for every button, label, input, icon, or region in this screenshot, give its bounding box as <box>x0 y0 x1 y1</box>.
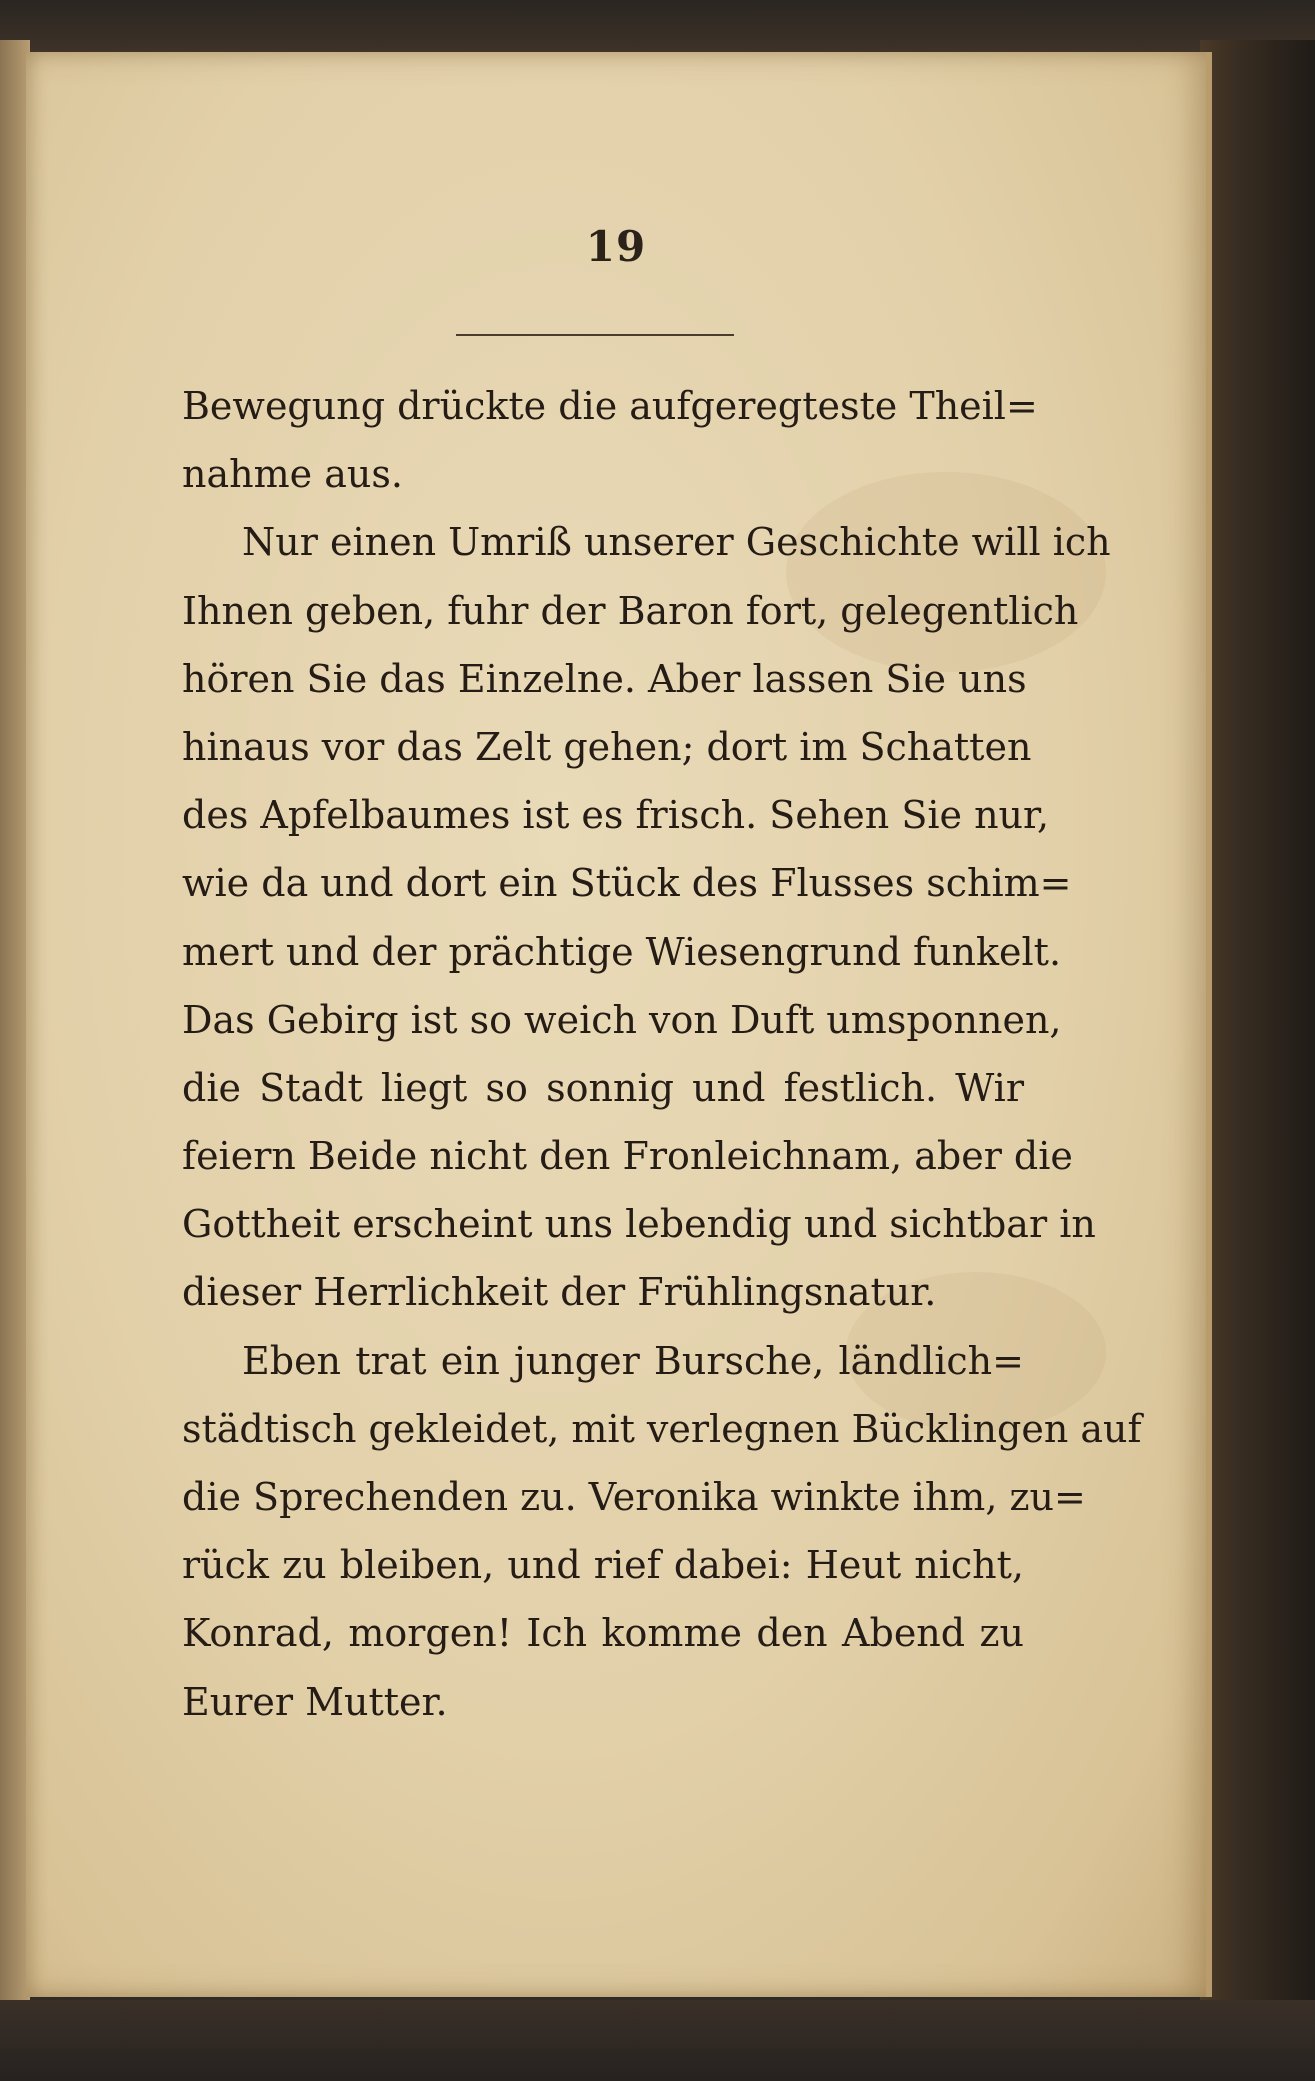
text-line: wie da und dort ein Stück des Flusses schim= <box>182 861 1072 906</box>
text-line: rück zu bleiben, und rief dabei: Heut nicht, <box>182 1543 1024 1588</box>
book-cover-bottom-edge <box>0 2000 1315 2081</box>
text-line: dieser Herrlichkeit der Frühlingsnatur. <box>182 1270 937 1315</box>
text-line: hören Sie das Einzelne. Aber lassen Sie uns <box>182 656 1027 701</box>
text-line: die Sprechenden zu. Veronika winkte ihm, zu= <box>182 1475 1086 1519</box>
text-line: städtisch gekleidet, mit verlegnen Bücklingen auf <box>182 1406 1142 1451</box>
text-line: des Apfelbaumes ist es frisch. Sehen Sie nur, <box>182 793 1050 838</box>
page-number: 19 <box>585 222 647 271</box>
text-line: Bewegung drückte die aufgeregteste Theil= <box>182 384 1038 428</box>
text-line: Eben trat ein junger Bursche, ländlich= <box>242 1338 1024 1383</box>
text-line: mert und der prächtige Wiesengrund funkelt. <box>182 929 1062 974</box>
text-line: nahme aus. <box>182 452 403 497</box>
text-line: feiern Beide nicht den Fronleichnam, aber die <box>182 1134 1073 1179</box>
book-cover-top-edge <box>0 0 1315 60</box>
body-text <box>182 372 1142 1736</box>
header-rule <box>456 334 734 336</box>
book-cover-right-edge <box>1200 40 1315 2081</box>
book-page <box>26 52 1212 1997</box>
text-line: Das Gebirg ist so weich von Duft umsponnen, <box>182 997 1062 1042</box>
text-line: Konrad, morgen! Ich komme den Abend zu <box>182 1611 1024 1656</box>
text-line: Gottheit erscheint uns lebendig und sichtbar in <box>182 1202 1096 1247</box>
text-line: Nur einen Umriß unserer Geschichte will ich <box>242 520 1111 565</box>
text-line: die Stadt liegt so sonnig und festlich. Wir <box>182 1065 1024 1110</box>
text-line: Eurer Mutter. <box>182 1679 448 1724</box>
text-line: Ihnen geben, fuhr der Baron fort, gelegentlich <box>182 588 1079 633</box>
text-line: hinaus vor das Zelt gehen; dort im Schatten <box>182 724 1032 769</box>
